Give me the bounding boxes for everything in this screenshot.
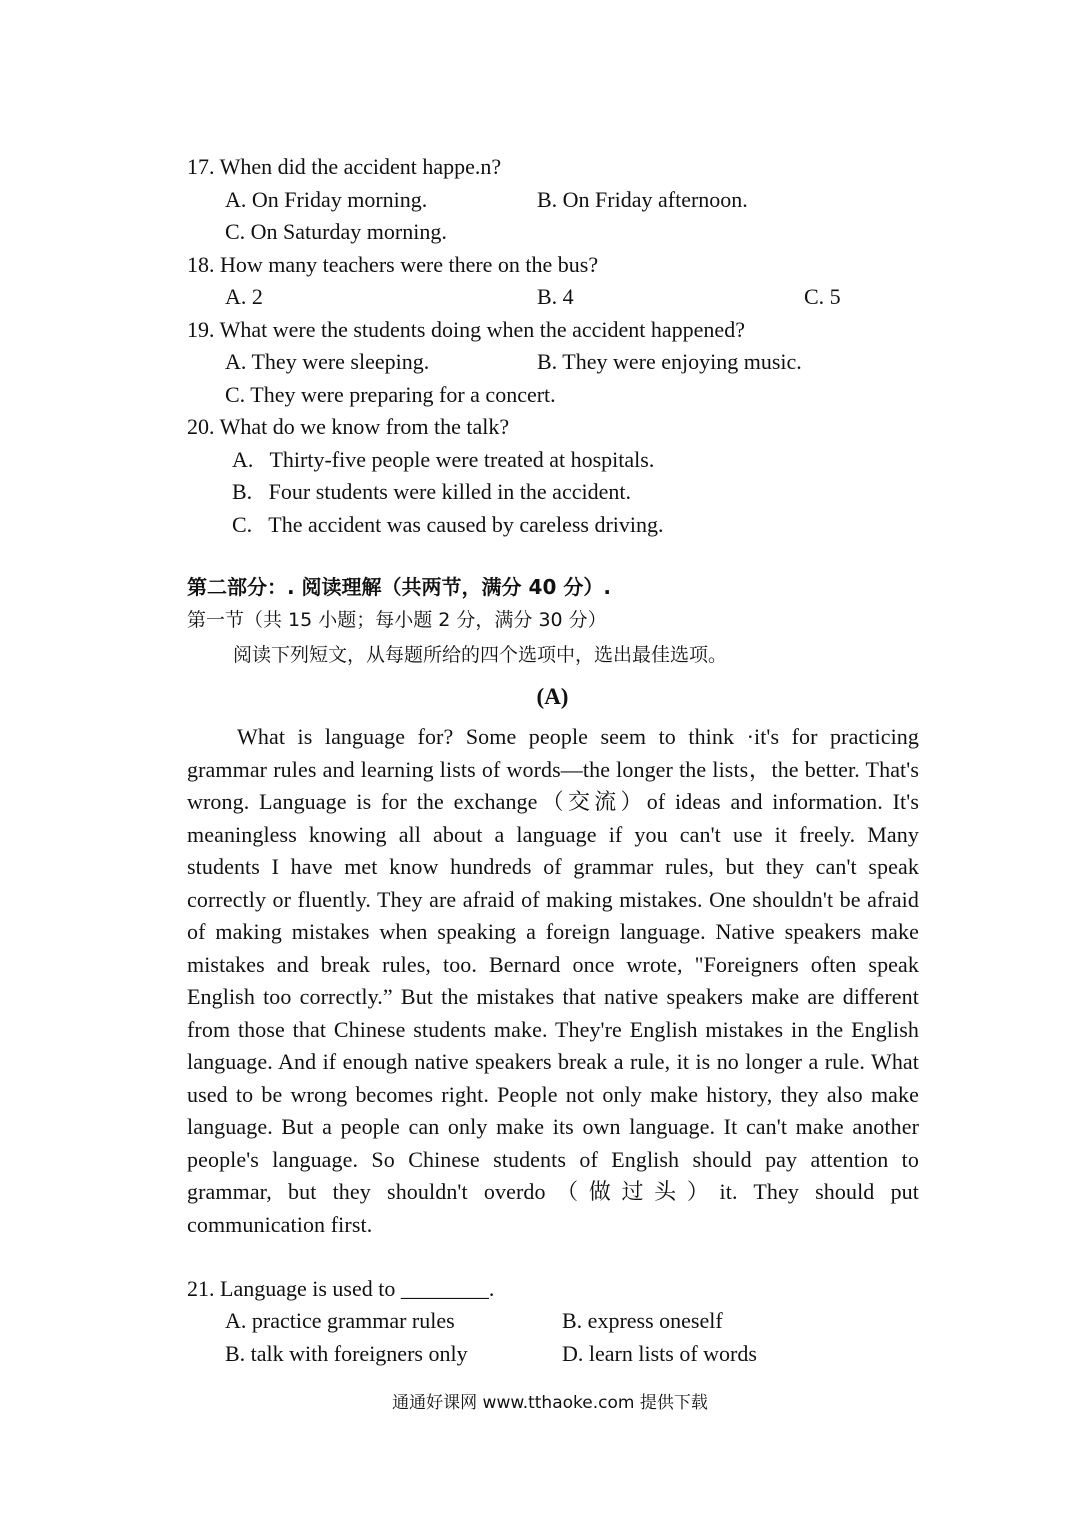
q18-option-a: A. 2 <box>225 284 263 309</box>
section-title: 第一节（共 15 小题；每小题 2 分，满分 30 分） <box>187 609 607 631</box>
q21-stem: 21. Language is used to ________. <box>187 1276 495 1301</box>
q18-option-b: B. 4 <box>537 284 574 309</box>
q20-option-b: B. Four students were killed in the accident. <box>232 479 631 504</box>
q19-stem: 19. What were the students doing when the accident happened? <box>187 317 745 342</box>
q17-option-b: B. On Friday afternoon. <box>537 187 748 212</box>
q21-option-a: A. practice grammar rules <box>225 1308 455 1333</box>
q19-option-b: B. They were enjoying music. <box>537 349 802 374</box>
q20-option-c: C. The accident was caused by careless driving. <box>232 512 664 537</box>
page-footer: 通通好课网 www.tthaoke.com 提供下载 <box>392 1393 708 1413</box>
passage-text: What is language for? Some people seem to think ·it's for practicing grammar rules and learning lists of words—the longer the lists，the better. That's wrong. Language is for the exchange（交流）of ideas and information. It's meaningless knowing all about a language if you can't use it freely. Many students I have met know hundreds of grammar rules, but they can't speak correctly or fluently. They are afraid of making mistakes. One shouldn't be afraid of making mistakes when speaking a foreign language. Native speakers make mistakes and break rules, too. Bernard once wrote, "Foreigners often speak English too correctly.” But the mistakes that native speakers make are different from those that Chinese students make. They're English mistakes in the English language. And if enough native speakers break a rule, it is no longer a rule. What used to be wrong becomes right. People not only make history, they also make language. But a people can only make its own language. It can't make another people's language. So Chinese students of English should pay attention to grammar, but they shouldn't overdo（做过头）it. They should put communication first. <box>187 724 919 1237</box>
q17-option-c: C. On Saturday morning. <box>225 219 447 244</box>
q19-option-c: C. They were preparing for a concert. <box>225 382 556 407</box>
q20-stem: 20. What do we know from the talk? <box>187 414 510 439</box>
q19-option-a: A. They were sleeping. <box>225 349 430 374</box>
part2-title: 第二部分：. 阅读理解（共两节，满分 40 分）. <box>187 575 611 599</box>
passage-label: (A) <box>536 684 569 709</box>
q21-option-b: B. express oneself <box>562 1308 723 1333</box>
q17-stem: 17. When did the accident happe.n? <box>187 154 502 179</box>
instruction: 阅读下列短文，从每题所给的四个选项中，选出最佳选项。 <box>233 644 728 666</box>
q20-option-a: A. Thirty-five people were treated at hospitals. <box>232 447 655 472</box>
q21-option-d: D. learn lists of words <box>562 1341 757 1366</box>
q18-option-c: C. 5 <box>804 284 841 309</box>
q18-stem: 18. How many teachers were there on the bus? <box>187 252 599 277</box>
q17-option-a: A. On Friday morning. <box>225 187 428 212</box>
q21-option-c: B. talk with foreigners only <box>225 1341 468 1366</box>
